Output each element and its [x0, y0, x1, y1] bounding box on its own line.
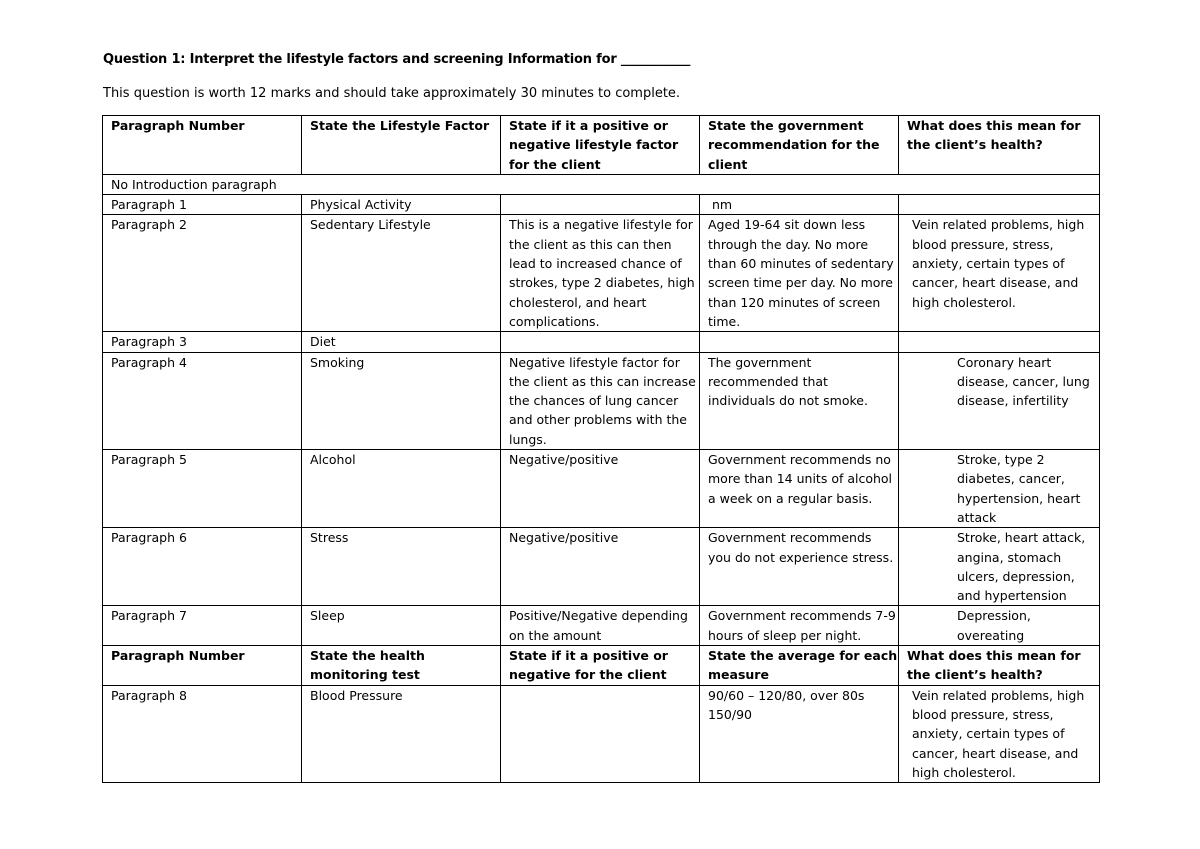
government-cell: Aged 19-64 sit down less through the day. No more than 60 minutes of sedentary screen time per day. No more than 120 minutes of screen time. — [700, 215, 899, 332]
factor-cell: Diet — [302, 332, 501, 352]
header-cell: What does this mean for the client’s health? — [899, 646, 1100, 686]
average-cell: 90/60 – 120/80, over 80s 150/90 — [700, 685, 899, 782]
table-row — [103, 606, 1100, 646]
health-cell: Coronary heart disease, cancer, lung disease, infertility — [899, 352, 1100, 449]
pos-neg-cell: Negative lifestyle factor for the client as this can increase the chances of lung cancer and other problems with the lungs. — [501, 352, 700, 449]
government-cell — [700, 332, 899, 352]
government-cell: Government recommends you do not experience stress. — [700, 528, 899, 606]
header-cell: Paragraph Number — [103, 646, 302, 686]
government-cell: nm — [700, 195, 899, 215]
lifestyle-table — [102, 115, 1100, 783]
pos-neg-cell: Positive/Negative depending on the amount — [501, 606, 700, 646]
paragraph-cell: Paragraph 2 — [103, 215, 302, 332]
header-cell: State the average for each measure — [700, 646, 899, 686]
header-cell: What does this mean for the client’s health? — [899, 116, 1100, 175]
health-cell: Stroke, type 2 diabetes, cancer, hypertension, heart attack — [899, 450, 1100, 528]
table-header-row — [103, 646, 1100, 686]
pos-neg-cell: Negative/positive — [501, 528, 700, 606]
paragraph-cell: Paragraph 7 — [103, 606, 302, 646]
factor-cell: Physical Activity — [302, 195, 501, 215]
header-cell: State the health monitoring test — [302, 646, 501, 686]
header-cell: State if it a positive or negative for the client — [501, 646, 700, 686]
table-row — [103, 685, 1100, 782]
pos-neg-cell — [501, 332, 700, 352]
paragraph-cell: Paragraph 5 — [103, 450, 302, 528]
pos-neg-cell — [501, 685, 700, 782]
health-cell: Depression, overeating — [899, 606, 1100, 646]
table-row — [103, 332, 1100, 352]
health-cell: Vein related problems, high blood pressure, stress, anxiety, certain types of cancer, heart disease, and high cholesterol. — [899, 685, 1100, 782]
table-row — [103, 174, 1100, 194]
table-row — [103, 352, 1100, 449]
factor-cell: Smoking — [302, 352, 501, 449]
header-cell: State if it a positive or negative lifestyle factor for the client — [501, 116, 700, 175]
pos-neg-cell — [501, 195, 700, 215]
government-cell: The government recommended that individuals do not smoke. — [700, 352, 899, 449]
table-row — [103, 450, 1100, 528]
table-row — [103, 215, 1100, 332]
header-cell: Paragraph Number — [103, 116, 302, 175]
paragraph-cell: Paragraph 4 — [103, 352, 302, 449]
factor-cell: Alcohol — [302, 450, 501, 528]
no-intro-cell: No Introduction paragraph — [103, 174, 1100, 194]
table-row — [103, 528, 1100, 606]
government-cell: Government recommends no more than 14 units of alcohol a week on a regular basis. — [700, 450, 899, 528]
government-cell: Government recommends 7-9 hours of sleep per night. — [700, 606, 899, 646]
table-row — [103, 195, 1100, 215]
health-cell: Stroke, heart attack, angina, stomach ulcers, depression, and hypertension — [899, 528, 1100, 606]
factor-cell: Stress — [302, 528, 501, 606]
factor-cell: Sedentary Lifestyle — [302, 215, 501, 332]
table-header-row — [103, 116, 1100, 175]
header-cell: State the government recommendation for the client — [700, 116, 899, 175]
health-cell — [899, 332, 1100, 352]
paragraph-cell: Paragraph 1 — [103, 195, 302, 215]
paragraph-cell: Paragraph 6 — [103, 528, 302, 606]
factor-cell: Sleep — [302, 606, 501, 646]
paragraph-cell: Paragraph 8 — [103, 685, 302, 782]
pos-neg-cell: This is a negative lifestyle for the client as this can then lead to increased chance of strokes, type 2 diabetes, high cholesterol, and heart complications. — [501, 215, 700, 332]
paragraph-cell: Paragraph 3 — [103, 332, 302, 352]
health-cell — [899, 195, 1100, 215]
health-cell: Vein related problems, high blood pressure, stress, anxiety, certain types of cancer, heart disease, and high cholesterol. — [899, 215, 1100, 332]
question-intro: This question is worth 12 marks and should take approximately 30 minutes to complete. — [103, 86, 681, 101]
pos-neg-cell: Negative/positive — [501, 450, 700, 528]
header-cell: State the Lifestyle Factor — [302, 116, 501, 175]
question-title: Question 1: Interpret the lifestyle factors and screening Information for ___________ — [103, 52, 691, 67]
test-cell: Blood Pressure — [302, 685, 501, 782]
